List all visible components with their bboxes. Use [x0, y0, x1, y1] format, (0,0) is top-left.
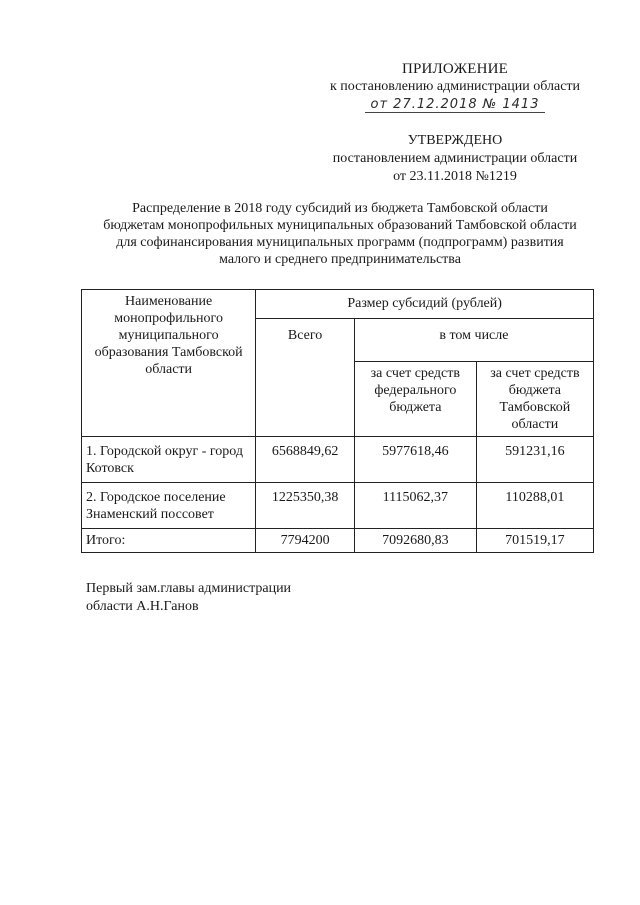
- signature-line2: области А.Н.Ганов: [86, 599, 199, 614]
- row-name: 1. Городской округ - город Котовск: [82, 437, 256, 483]
- table-row: [82, 483, 594, 529]
- heading-line1: Распределение в 2018 году субсидий из бюджета Тамбовской области: [132, 201, 548, 216]
- row-name: Итого:: [82, 529, 256, 553]
- signature-line1: Первый зам.главы администрации: [86, 581, 292, 596]
- appendix-subtitle: к постановлению администрации области: [329, 79, 581, 94]
- appendix-title: ПРИЛОЖЕНИЕ: [401, 61, 509, 77]
- approved-line2: от 23.11.2018 №1219: [393, 169, 517, 184]
- table-row-total: [82, 529, 594, 553]
- header-size: Размер субсидий (рублей): [256, 290, 594, 319]
- table-header-row: [82, 290, 594, 319]
- header-including: в том числе: [354, 319, 593, 362]
- row-name: 2. Городское поселение Знаменский поссовет: [82, 483, 256, 529]
- row-federal: 5977618,46: [354, 437, 476, 483]
- row-federal: 7092680,83: [354, 529, 476, 553]
- signature-block: [86, 580, 291, 616]
- row-total: 7794200: [256, 529, 355, 553]
- subsidy-table: [81, 289, 594, 553]
- table-row: [82, 437, 594, 483]
- header-name: Наименование монопрофильного муниципального образования Тамбовской области: [82, 290, 256, 437]
- row-total: 6568849,62: [256, 437, 355, 483]
- heading-line3: для софинансирования муниципальных программ (подпрограмм) развития: [116, 235, 564, 250]
- row-regional: 591231,16: [476, 437, 593, 483]
- approved-block: [300, 132, 610, 186]
- header-regional: за счет средств бюджета Тамбовской области: [476, 362, 593, 437]
- row-regional: 110288,01: [476, 483, 593, 529]
- heading-line2: бюджетам монопрофильных муниципальных образований Тамбовской области: [103, 218, 577, 233]
- appendix-block: [300, 60, 610, 114]
- heading-line4: малого и среднего предпринимательства: [219, 252, 461, 267]
- row-federal: 1115062,37: [354, 483, 476, 529]
- approved-line1: постановлением администрации области: [332, 151, 578, 166]
- header-total: Всего: [256, 319, 355, 437]
- header-federal: за счет средств федерального бюджета: [354, 362, 476, 437]
- row-regional: 701519,17: [476, 529, 593, 553]
- row-total: 1225350,38: [256, 483, 355, 529]
- document-heading: [80, 200, 600, 268]
- handwritten-decree-ref: от 27.12.2018 № 1413: [365, 98, 546, 113]
- approved-title: УТВЕРЖДЕНО: [407, 133, 503, 148]
